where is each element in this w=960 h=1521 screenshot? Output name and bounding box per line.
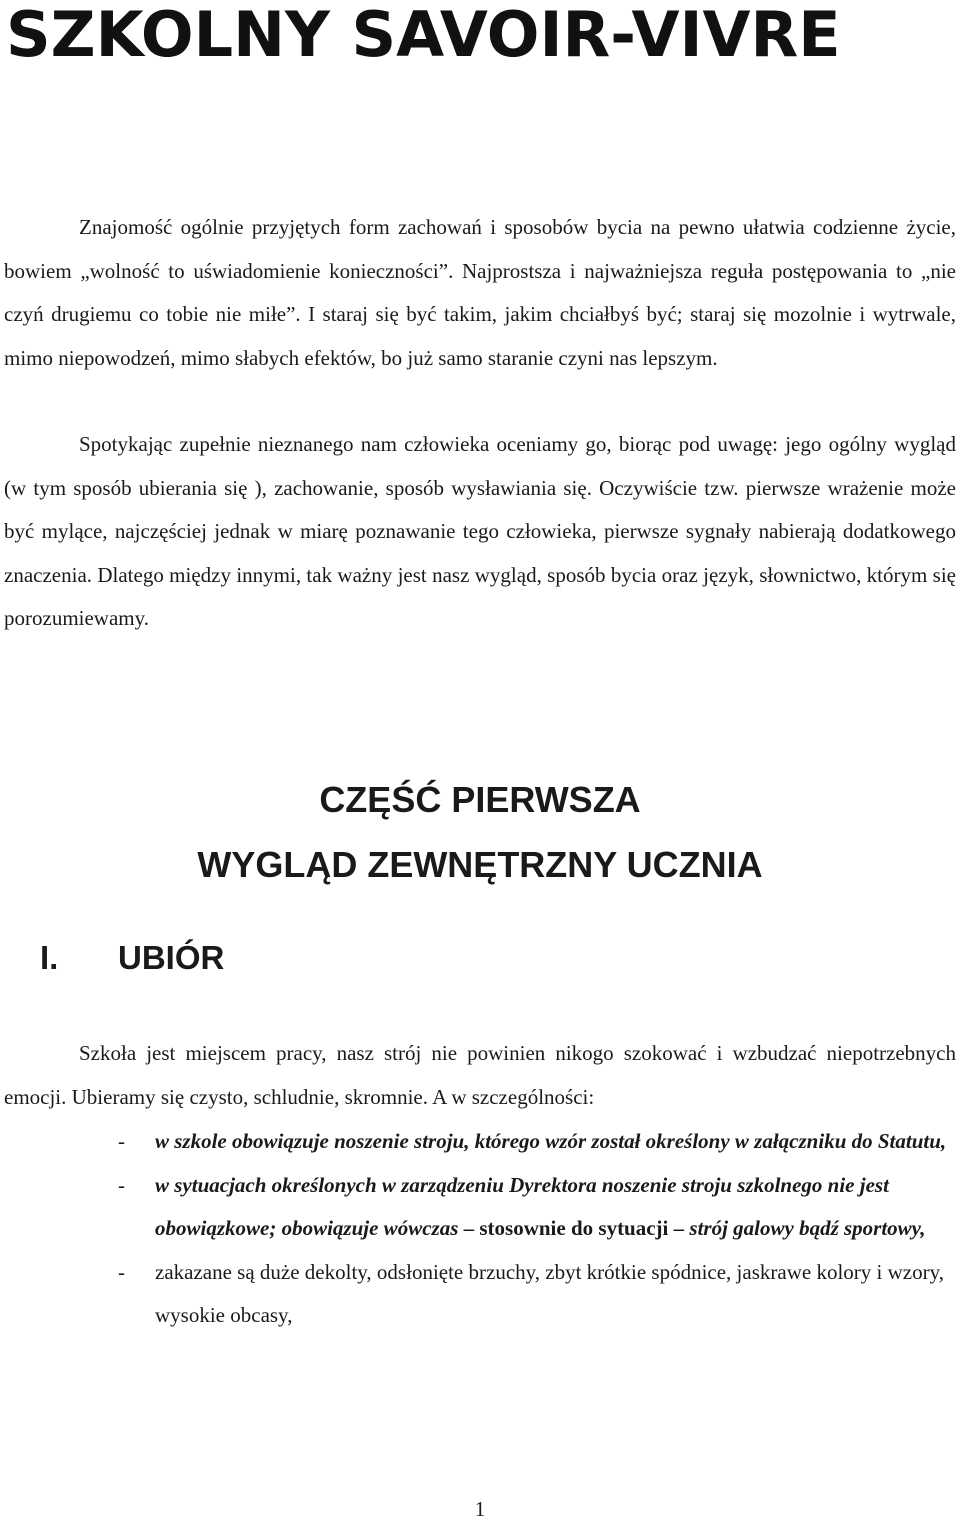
rule-1-text: w szkole obowiązuje noszenie stroju, którego wzór został określony w załączniku do Statutu, <box>155 1129 947 1153</box>
list-item <box>118 1164 956 1251</box>
intro-paragraph-1-text: Znajomość ogólnie przyjętych form zachowań i sposobów bycia na pewno ułatwia codzienne życie, bowiem „wolność to uświadomienie konieczności”. Najprostsza i najważniejsza reguła postępowania to „nie czyń drugiemu co tobie nie miłe”. I staraj się być takim, jakim chciałbyś być; staraj się mozolnie i wytrwale, mimo niepowodzeń, mimo słabych efektów, bo już samo staranie czyni nas lepszym. <box>4 215 956 370</box>
document-title: SZKOLNY SAVOIR-VIVRE <box>6 0 841 71</box>
intro-paragraph-2-text: Spotykając zupełnie nieznanego nam człowieka oceniamy go, biorąc pod uwagę: jego ogólny wygląd (w tym sposób ubierania się ), zachowanie, sposób wysławiania się. Oczywiście tzw. pierwsze wrażenie może być mylące, najczęściej jednak w miarę poznawanie tego człowieka, pierwsze sygnały nabierają dodatkowego znaczenia. Dlatego między innymi, tak ważny jest nasz wygląd, sposób bycia oraz język, słownictwo, którym się porozumiewamy. <box>4 432 956 631</box>
intro-paragraph-2 <box>4 423 956 641</box>
rule-2-text-a: w sytuacjach określonych w zarządzeniu Dyrektora noszenie stroju szkolnego nie jest obowiązkowe; obowiązuje wówczas <box>155 1172 889 1240</box>
list-dash: - <box>118 1259 125 1284</box>
section-paragraph-text: Szkoła jest miejscem pracy, nasz strój nie powinien nikogo szokować i wzbudzać niepotrzebnych emocji. Ubieramy się czysto, schludnie, skromnie. A w szczególności: <box>4 1041 956 1109</box>
rule-2-text-c: strój galowy bądź sportowy, <box>689 1216 926 1240</box>
part-title: WYGLĄD ZEWNĘTRZNY UCZNIA <box>197 844 763 885</box>
list-dash: - <box>118 1129 125 1153</box>
list-dash: - <box>118 1172 125 1197</box>
list-item <box>118 1251 956 1338</box>
page-number: 1 <box>474 1497 486 1521</box>
section-title: UBIÓR <box>118 939 225 976</box>
section-heading <box>40 936 224 980</box>
section-paragraph <box>4 1032 956 1119</box>
intro-paragraph-1 <box>4 206 956 380</box>
section-number: I. <box>40 939 59 976</box>
part-label: CZĘŚĆ PIERWSZA <box>319 779 641 820</box>
rule-3-text: zakazane są duże dekolty, odsłonięte brzuchy, zbyt krótkie spódnice, jaskrawe kolory i wzory, wysokie obcasy, <box>155 1259 944 1327</box>
rules-list <box>118 1120 956 1338</box>
list-item <box>118 1120 956 1164</box>
rule-2-text-b: – stosownie do sytuacji – <box>463 1216 685 1240</box>
